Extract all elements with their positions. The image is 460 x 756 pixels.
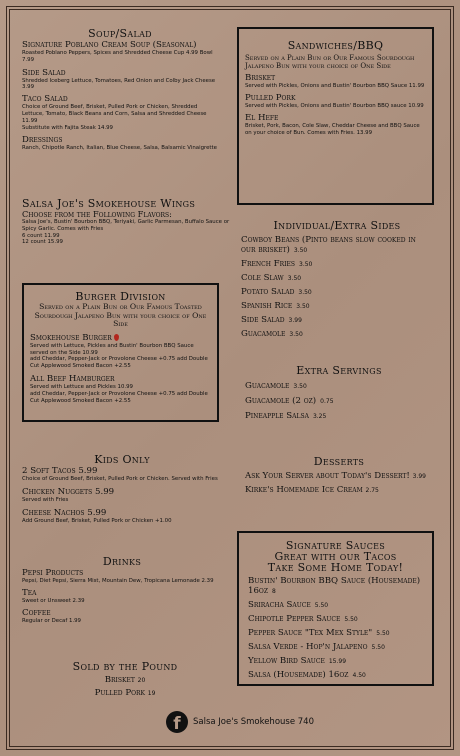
sauce-item-name: Salsa Verde - Hop'n Jalapeno	[248, 642, 368, 652]
side-item-name: French Fries	[241, 259, 296, 269]
side-item-name: Side Salad	[241, 315, 285, 325]
sauce-item-name: Chipotle Pepper Sauce	[248, 614, 341, 624]
sauce-item-price: 4.50	[352, 672, 366, 679]
wings-six-count: 6 count 11.99	[22, 232, 60, 239]
extra-servings-section	[245, 364, 433, 422]
extra-item-name: Guacamole	[245, 381, 290, 391]
burger-box	[22, 283, 219, 422]
footer-text: Salsa Joe's Smokehouse 740	[193, 717, 314, 727]
extra-item	[245, 411, 433, 422]
smokehouse-burger-row	[30, 333, 211, 343]
pulled-pork-title: Pulled Pork	[245, 93, 296, 104]
taco-salad-substitute: Substitute with Fajita Steak 14.99	[22, 124, 113, 131]
side-item-price: 3.50	[298, 289, 312, 296]
beef-hamburger-desc: Served with Lettuce and Pickles 10.99	[30, 383, 133, 390]
pound-brisket-row	[40, 675, 210, 686]
sauces-heading-2: Great with our Tacos	[274, 550, 397, 563]
extra-item-name: Guacamole (2 oz)	[245, 396, 317, 406]
sandwiches-intro: Served on a Plain Bun or Our Famous Sourdough Jalapeno Bun with your choice of One Side	[245, 54, 415, 71]
side-item-name: Guacamole	[241, 329, 286, 339]
dessert-of-day-name: Ask Your Server about Today's Dessert!	[245, 471, 410, 481]
sauces-list	[248, 576, 423, 681]
side-item	[241, 259, 433, 270]
drinks-section	[22, 555, 222, 624]
extra-item-price: 3.50	[293, 383, 307, 390]
kids-section	[22, 453, 222, 524]
side-item-price: 3.50	[299, 261, 313, 268]
side-item	[241, 273, 433, 284]
sauce-item-name: Bustin' Bourbon BBQ Sauce (Housemade) 16oz	[248, 576, 421, 596]
ice-cream-price: 2.75	[365, 487, 379, 494]
side-item-price: 3.50	[289, 331, 303, 338]
kids-tacos-title: 2 Soft Tacos 5.99	[22, 466, 98, 476]
side-item	[241, 287, 433, 298]
soup-salad-section	[22, 27, 218, 152]
wings-heading: Salsa Joe's Smokehouse Wings	[22, 197, 196, 210]
tea-desc: Sweet or Unsweet 2.39	[22, 597, 85, 604]
side-item	[241, 301, 433, 312]
side-item-price: 3.99	[288, 317, 302, 324]
side-item-name: Potato Salad	[241, 287, 295, 297]
side-salad-desc: Shredded Iceberg Lettuce, Tomatoes, Red Onion and Colby Jack Cheese 3.99	[22, 77, 216, 91]
sauce-item-price: 5.50	[371, 644, 385, 651]
pound-pork-name: Pulled Pork	[94, 688, 146, 698]
extra-item-name: Pineapple Salsa	[245, 411, 309, 421]
kids-nuggets-title: Chicken Nuggets 5.99	[22, 486, 115, 497]
sauce-item	[248, 614, 423, 625]
sauce-item	[248, 576, 423, 597]
pound-pork-price: 19	[147, 690, 156, 697]
pound-section	[40, 660, 210, 699]
sauce-item	[248, 642, 423, 653]
sandwiches-heading: Sandwiches/BBQ	[287, 39, 384, 52]
soup-salad-heading: Soup/Salad	[88, 27, 152, 40]
dessert-of-day	[245, 471, 433, 482]
chili-pepper-icon	[114, 334, 119, 341]
sauce-item-name: Sriracha Sauce	[248, 600, 311, 610]
sauce-item	[248, 628, 423, 639]
side-item-name: Cowboy Beans (Pinto beans slow cooked in our brisket)	[241, 235, 416, 255]
sauce-item	[248, 656, 423, 667]
sauce-item	[248, 600, 423, 611]
burger-intro: Served on a Plain Bun or Our Famous Toasted Sourdough Jalapeno Bun with your choice of One Side	[34, 302, 207, 329]
sauce-item-name: Pepper Sauce "Tex Mex Style"	[248, 628, 373, 638]
beef-hamburger-addons: add Cheddar, Pepper-Jack or Provolone Cheese +0.75 add Double Cut Applewood Smoked Bacon +2.55	[30, 390, 208, 404]
pepsi-desc: Pepsi, Diet Pepsi, Sierra Mist, Mountain Dew, Tropicana Lemonade 2.39	[22, 578, 214, 584]
dressings-desc: Ranch, Chipotle Ranch, Italian, Blue Cheese, Salsa, Balsamic Vinaigrette	[22, 145, 217, 152]
side-item	[241, 235, 433, 256]
sauce-item-price: 5.50	[344, 616, 358, 623]
wings-section	[22, 197, 232, 246]
pound-pork-row	[40, 688, 210, 699]
extra-item-price: 3.25	[312, 413, 327, 420]
sides-list	[241, 235, 433, 340]
extra-item	[245, 381, 433, 392]
pepsi-title: Pepsi Products	[22, 568, 84, 578]
sauces-heading-1: Signature Sauces	[285, 539, 386, 552]
side-item-price: 3.50	[296, 303, 310, 310]
sauce-item-price: 15.99	[328, 658, 347, 665]
side-item-price: 3.50	[287, 275, 302, 282]
extra-item-price: 0.75	[320, 398, 334, 405]
side-item-name: Spanish Rice	[241, 301, 293, 311]
wings-desc: Salsa Joe's, Bustin' Bourbon BBQ, Teriyaki, Garlic Parmesan, Buffalo Sauce or Spicy Garlic. Comes with Fries	[22, 219, 230, 232]
tea-title: Tea	[22, 587, 37, 598]
side-item-name: Cole Slaw	[241, 273, 284, 283]
pound-brisket-price: 20	[137, 677, 146, 684]
sauce-item-price: 8	[272, 588, 276, 595]
kids-tacos-desc: Choice of Ground Beef, Brisket, Pulled Pork or Chicken. Served with Fries	[22, 476, 218, 482]
taco-salad-title: Taco Salad	[22, 94, 68, 105]
sides-section	[241, 219, 433, 340]
burger-heading: Burger Division	[75, 290, 166, 303]
ice-cream-name: Kirke's Homemade Ice Cream	[245, 485, 363, 495]
desserts-heading: Desserts	[313, 455, 365, 468]
facebook-icon[interactable]: f	[166, 711, 188, 733]
coffee-desc: Regular or Decaf 1.99	[22, 617, 81, 624]
poblano-soup-title: Signature Poblano Cream Soup (Seasonal)	[22, 40, 197, 50]
el-hefe-desc: Brisket, Pork, Bacon, Cole Slaw, Cheddar Cheese and BBQ Sauce on your choice of Bun. Comes with Fries. 13.99	[245, 123, 420, 136]
pound-brisket-name: Brisket	[104, 675, 135, 685]
smokehouse-burger-addons: add Cheddar, Pepper-Jack or Provolone Cheese +0.75 add Double Cut Applewood Smoked Bacon +2.55	[30, 356, 208, 370]
sauces-box	[237, 531, 434, 686]
sauce-item-name: Salsa (Housemade) 16oz	[248, 670, 349, 680]
kids-heading: Kids Only	[94, 453, 150, 466]
extra-servings-list	[245, 381, 433, 422]
desserts-section	[245, 455, 433, 496]
kids-nachos-desc: Add Ground Beef, Brisket, Pulled Pork or Chicken +1.00	[22, 517, 172, 524]
sides-heading: Individual/Extra Sides	[273, 219, 401, 232]
ice-cream-row	[245, 485, 433, 496]
brisket-desc: Served with Pickles, Onions and Bustin' Bourbon BBQ Sauce 11.99	[245, 83, 425, 90]
sauce-item-price: 5.50	[314, 602, 329, 609]
dessert-of-day-price: 3.99	[412, 473, 426, 480]
sauce-item	[248, 670, 423, 681]
el-hefe-title: El Hefe	[245, 113, 279, 123]
coffee-title: Coffee	[22, 607, 51, 618]
pulled-pork-desc: Served with Pickles, Onions and Bustin' Bourbon BBQ sauce 10.99	[245, 103, 424, 110]
sauces-heading-3: Take Some Home Today!	[267, 561, 404, 574]
kids-nachos-title: Cheese Nachos 5.99	[22, 507, 107, 518]
dressings-title: Dressings	[22, 135, 63, 146]
sauce-item-price: 5.50	[376, 630, 390, 637]
poblano-soup-desc: Roasted Poblano Peppers, Spices and Shredded Cheese Cup 4.99 Bowl 7.99	[22, 50, 213, 63]
brisket-title: Brisket	[245, 73, 276, 84]
smokehouse-burger-desc: Served with Lettuce, Pickles and Bustin' Bourbon BBQ Sauce served on the Side 10.99	[30, 342, 194, 356]
beef-hamburger-title: All Beef Hamburger	[30, 373, 115, 384]
taco-salad-desc: Choice of Ground Beef, Brisket, Pulled Pork or Chicken, Shredded Lettuce, Tomato, Black Beans and Corn, Salsa and Shredded Cheese 11.99	[22, 104, 207, 124]
extra-item	[245, 396, 433, 407]
side-item	[241, 329, 433, 340]
extra-servings-heading: Extra Servings	[296, 364, 382, 377]
sandwiches-box	[237, 27, 434, 205]
side-salad-title: Side Salad	[22, 67, 66, 78]
side-item-price: 3.50	[293, 247, 308, 254]
side-item	[241, 315, 433, 326]
wings-twelve-count: 12 count 15.99	[22, 239, 63, 246]
smokehouse-burger-title: Smokehouse Burger	[30, 332, 112, 343]
pound-heading: Sold by the Pound	[72, 660, 178, 673]
drinks-heading: Drinks	[102, 555, 142, 568]
sauce-item-name: Yellow Bird Sauce	[248, 656, 325, 666]
wings-subheading: Choose from the Following Flavors:	[22, 209, 172, 219]
kids-nuggets-desc: Served with Fries	[22, 496, 69, 503]
